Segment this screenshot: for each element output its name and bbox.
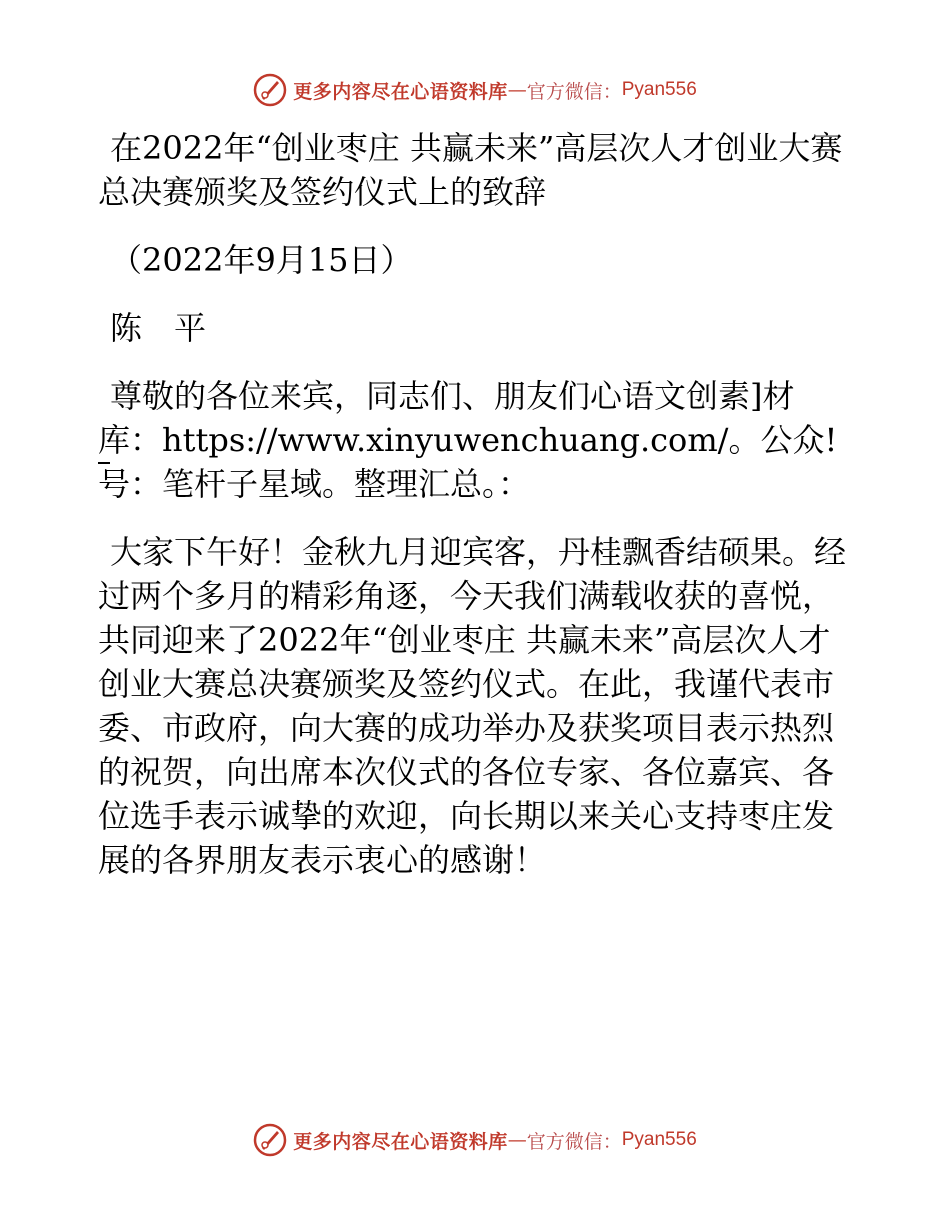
salutation-paragraph: 尊敬的各位来宾，同志们、朋友们心语文创素]材库：https://www.xinyuwenchuang.com/。公众!号：笔杆子星域。整理汇总。： bbox=[98, 377, 838, 503]
banner-brand-text: 更多内容尽在心语资料库 bbox=[293, 80, 508, 103]
banner-wechat-id: Pyan556 bbox=[621, 1129, 697, 1150]
banner-dash: — bbox=[507, 79, 527, 101]
document-date: （2022年9月15日） bbox=[110, 241, 413, 279]
document-author: 陈 平 bbox=[110, 309, 207, 347]
banner-dash: — bbox=[507, 1129, 527, 1151]
document-title: 在2022年“创业枣庄 共赢未来”高层次人才创业大赛总决赛颁奖及签约仪式上的致辞 bbox=[98, 129, 843, 211]
quill-pen-logo-icon bbox=[253, 1123, 287, 1157]
document-body bbox=[98, 126, 858, 906]
banner-wechat-id: Pyan556 bbox=[621, 79, 697, 100]
banner-wechat-label: 官方微信： bbox=[526, 80, 622, 103]
header-watermark-banner bbox=[0, 70, 950, 110]
quill-pen-logo-icon bbox=[253, 73, 287, 107]
banner-wechat-label: 官方微信： bbox=[526, 1130, 622, 1153]
footer-watermark-banner bbox=[0, 1120, 950, 1160]
body-paragraph: 大家下午好！金秋九月迎宾客，丹桂飘香结硕果。经过两个多月的精彩角逐，今天我们满载收获的喜悦，共同迎来了2022年“创业枣庄 共赢未来”高层次人才创业大赛总决赛颁奖及签约仪式。在此，我谨代表市委、市政府，向大赛的成功举办及获奖项目表示热烈的祝贺，向出席本次仪式的各位专家、各位嘉宾、各位选手表示诚挚的欢迎，向长期以来关心支持枣庄发展的各界朋友表示衷心的感谢！ bbox=[98, 533, 847, 879]
stray-mark bbox=[98, 462, 110, 464]
banner-brand-text: 更多内容尽在心语资料库 bbox=[293, 1130, 508, 1153]
